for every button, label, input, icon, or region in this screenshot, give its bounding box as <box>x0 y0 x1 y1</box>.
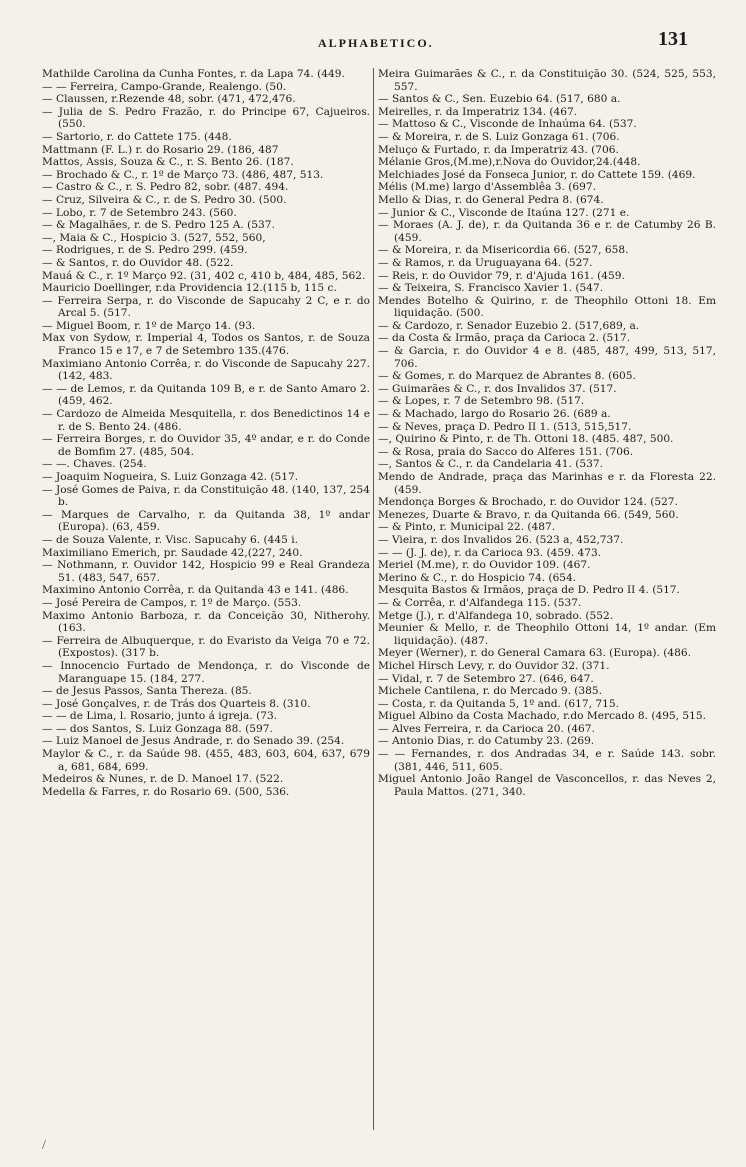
directory-entry: — Nothmann, r. Ouvidor 142, Hospicio 99 e Real Grandeza 51. (483, 547, 657. <box>42 559 370 584</box>
directory-entry: Melchiades José da Fonseca Junior, r. do Cattete 159. (469. <box>378 168 696 181</box>
directory-entry: Mendo de Andrade, praça das Marinhas e r. da Floresta 22. (459. <box>378 471 716 496</box>
directory-entry: Meira Guimarães & C., r. da Constituição 30. (524, 525, 553, 557. <box>378 68 716 93</box>
directory-entry: — — de Lima, l. Rosario, junto á igreja. (73. <box>42 710 278 723</box>
directory-entry: Medella & Farres, r. do Rosario 69. (500, 536. <box>42 785 290 798</box>
directory-entry: — Moraes (A. J. de), r. da Quitanda 36 e r. de Catumby 26 B. (459. <box>378 219 716 244</box>
right-column <box>378 68 716 1133</box>
directory-entry: — & Santos, r. do Ouvidor 48. (522. <box>42 256 234 269</box>
directory-entry: — Mattoso & C., Visconde de Inhaúma 64. (537. <box>378 118 637 131</box>
directory-entry: Merino & C., r. do Hospicio 74. (654. <box>378 571 577 584</box>
directory-entry: — Antonio Dias, r. do Catumby 23. (269. <box>378 735 595 748</box>
directory-entry: Maximiliano Emerich, pr. Saudade 42,(227, 240. <box>42 546 303 559</box>
directory-entry: — Joaquim Nogueira, S. Luiz Gonzaga 42. (517. <box>42 471 299 483</box>
directory-entry: — — de Lemos, r. da Quitanda 109 B, e r. de Santo Amaro 2. (459, 462. <box>42 382 370 408</box>
directory-entry: — & Neves, praça D. Pedro II 1. (513, 515,517. <box>378 420 632 433</box>
directory-entry: Meirelles, r. da Imperatriz 134. (467. <box>378 105 578 118</box>
directory-entry: — & Moreira, r. da Misericordia 66. (527, 658. <box>378 244 629 257</box>
directory-entry: — Marques de Carvalho, r. da Quitanda 38, 1º andar (Europa). (63, 459. <box>42 508 370 534</box>
directory-entry: Mauá & C., r. 1º Março 92. (31, 402 c, 410 b, 484, 485, 562. <box>42 269 366 282</box>
directory-entry: Maximo Antonio Barboza, r. da Conceição 30, Nitherohy. (163. <box>42 609 370 635</box>
directory-entry: — & Ramos, r. da Uruguayana 64. (527. <box>378 256 593 269</box>
directory-entry: Mattmann (F. L.) r. do Rosario 29. (186, 487 <box>42 143 279 156</box>
directory-entry: — — Fernandes, r. dos Andradas 34, e r. Saúde 143. sobr. (381, 446, 511, 605. <box>378 748 716 773</box>
directory-entry: —, Quirino & Pinto, r. de Th. Ottoni 18. (485. 487, 500. <box>378 433 674 446</box>
directory-entry: Meluço & Furtado, r. da Imperatriz 43. (706. <box>378 143 619 156</box>
directory-entry: — & Garcia, r. do Ouvidor 4 e 8. (485, 487, 499, 513, 517, 706. <box>378 345 716 370</box>
directory-entry: Mesquita Bastos & Irmãos, praça de D. Pedro II 4. (517. <box>378 584 680 597</box>
directory-entry: — & Teixeira, S. Francisco Xavier 1. (547. <box>378 282 604 295</box>
directory-entry: Miguel Antonio João Rangel de Vasconcellos, r. das Neves 2, Paula Mattos. (271, 340. <box>378 773 716 798</box>
directory-entry: — Castro & C., r. S. Pedro 82, sobr. (487. 494. <box>42 181 289 194</box>
directory-entry: Meriel (M.me), r. do Ouvidor 109. (467. <box>378 559 591 572</box>
directory-entry: — & Pinto, r. Municipal 22. (487. <box>378 521 556 534</box>
directory-entry: — Miguel Boom, r. 1º de Março 14. (93. <box>42 319 256 332</box>
directory-entry: — — Ferreira, Campo-Grande, Realengo. (50. <box>42 80 287 93</box>
directory-entry: — Junior & C., Visconde de Itaúna 127. (271 e. <box>378 206 630 219</box>
directory-entry: Mélanie Gros,(M.me),r.Nova do Ouvidor,24.(448. <box>378 156 641 169</box>
directory-entry: — Vieira, r. dos Invalidos 26. (523 a, 452,737. <box>378 533 624 546</box>
page-title: ALPHABETICO. <box>318 36 434 50</box>
directory-entry: —, Maia & C., Hospicio 3. (527, 552, 560, <box>42 231 266 244</box>
directory-entry: Mélis (M.me) largo d'Assemblêa 3. (697. <box>378 181 597 194</box>
directory-entry: — Julia de S. Pedro Frazão, r. do Principe 67, Cajueiros. (550. <box>42 105 370 131</box>
directory-entry: — & Magalhães, r. de S. Pedro 125 A. (537. <box>42 219 275 232</box>
directory-entry: Meyer (Werner), r. do General Camara 63. (Europa). (486. <box>378 647 692 660</box>
directory-entry: — Lobo, r. 7 de Setembro 243. (560. <box>42 206 237 219</box>
column-divider <box>373 68 374 1130</box>
directory-entry: — Santos & C., Sen. Euzebio 64. (517, 680 a. <box>378 93 621 106</box>
directory-entry: — & Moreira, r. de S. Luiz Gonzaga 61. (706. <box>378 130 620 143</box>
directory-entry: — & Corrêa, r. d'Alfandega 115. (537. <box>378 596 582 609</box>
directory-entry: Mendes Botelho & Quirino, r. de Theophilo Ottoni 18. Em liquidação. (500. <box>378 294 716 320</box>
directory-entry: — Claussen, r.Rezende 48, sobr. (471, 472,476. <box>42 93 296 106</box>
directory-entry: — & Machado, largo do Rosario 26. (689 a. <box>378 408 611 421</box>
directory-entry: Mendonça Borges & Brochado, r. do Ouvidor 124. (527. <box>378 496 678 509</box>
directory-entry: — José Pereira de Campos, r. 1º de Março. (553. <box>42 596 302 609</box>
directory-entry: — Costa, r. da Quitanda 5, 1º and. (617, 715. <box>378 697 619 710</box>
directory-entry: — & Rosa, praia do Sacco do Alferes 151. (706. <box>378 445 634 458</box>
directory-entry: — Cruz, Silveira & C., r. de S. Pedro 30. (500. <box>42 193 287 206</box>
left-column <box>42 68 370 1133</box>
directory-entry: Michele Cantilena, r. do Mercado 9. (385. <box>378 685 603 698</box>
directory-entry: —, Santos & C., r. da Candelaria 41. (537. <box>378 458 603 471</box>
directory-entry: — Alves Ferreira, r. da Carioca 20. (467. <box>378 722 595 735</box>
directory-entry: — Luiz Manoel de Jesus Andrade, r. do Senado 39. (254. <box>42 735 345 748</box>
directory-entry: Miguel Albino da Costa Machado, r.do Mercado 8. (495, 515. <box>378 710 706 723</box>
directory-entry: — Rodrigues, r. de S. Pedro 299. (459. <box>42 244 248 257</box>
directory-entry: — — dos Santos, S. Luiz Gonzaga 88. (597. <box>42 722 273 735</box>
directory-entry: — Ferreira Serpa, r. do Visconde de Sapucahy 2 C, e r. do Arcal 5. (517. <box>42 294 370 320</box>
margin-mark: / <box>42 1138 46 1153</box>
directory-entry: — José Gonçalves, r. de Trás dos Quarteis 8. (310. <box>42 697 311 710</box>
directory-entry: — Ferreira Borges, r. do Ouvidor 35, 4º andar, e r. do Conde de Bomfim 27. (485, 504. <box>42 433 370 458</box>
directory-entry: — — (J. J. de), r. da Carioca 93. (459. 473. <box>378 546 602 559</box>
directory-entry: — Reis, r. do Ouvidor 79, r. d'Ajuda 161. (459. <box>378 269 625 282</box>
directory-entry: — Brochado & C., r. 1º de Março 73. (486, 487, 513. <box>42 168 324 181</box>
directory-entry: Mello & Dias, r. do General Pedra 8. (674. <box>378 193 604 206</box>
directory-entry: Meunier & Mello, r. de Theophilo Ottoni 14, 1º andar. (Em liquidação). (487. <box>378 622 716 647</box>
directory-entry: — & Lopes, r. 7 de Setembro 98. (517. <box>378 395 585 408</box>
directory-entry: — da Costa & Irmão, praça da Carioca 2. (517. <box>378 332 631 345</box>
directory-entry: — & Gomes, r. do Marquez de Abrantes 8. (605. <box>378 370 636 383</box>
directory-entry: — Guimarães & C., r. dos Invalidos 37. (517. <box>378 382 617 395</box>
directory-entry: Menezes, Duarte & Bravo, r. da Quitanda 66. (549, 560. <box>378 508 679 521</box>
directory-entry: Michel Hirsch Levy, r. do Ouvidor 32. (371. <box>378 659 610 672</box>
directory-entry: — —. Chaves. (254. <box>42 458 147 471</box>
directory-entry: Metge (J.), r. d'Alfandega 10, sobrado. (552. <box>378 609 614 622</box>
directory-entry: Mauricio Doellinger, r.da Providencia 12.(115 b, 115 c. <box>42 282 337 295</box>
directory-entry: — Vidal, r. 7 de Setembro 27. (646, 647. <box>378 672 594 685</box>
directory-entry: — Sartorio, r. do Cattete 175. (448. <box>42 130 232 143</box>
directory-entry: — Innocencio Furtado de Mendonça, r. do Visconde de Maranguape 15. (184, 277. <box>42 659 370 685</box>
directory-entry: Max von Sydow, r. Imperial 4, Todos os Santos, r. de Souza Franco 15 e 17, e 7 de Setembro 135.(476. <box>42 332 370 358</box>
directory-entry: Maylor & C., r. da Saúde 98. (455, 483, 603, 604, 637, 679 a, 681, 684, 699. <box>42 748 370 773</box>
directory-entry: — Cardozo de Almeida Mesquitella, r. dos Benedictinos 14 e r. de S. Bento 24. (486. <box>42 408 370 433</box>
directory-entry: — de Souza Valente, r. Visc. Sapucahy 6. (445 i. <box>42 533 298 546</box>
directory-entry: Maximiano Antonio Corrêa, r. do Visconde de Sapucahy 227. (142, 483. <box>42 357 370 383</box>
page-header <box>0 28 746 58</box>
directory-entry: — José Gomes de Paiva, r. da Constituição 48. (140, 137, 254 b. <box>42 483 370 509</box>
directory-entry: Maximino Antonio Corrêa, r. da Quitanda 43 e 141. (486. <box>42 584 349 597</box>
directory-entry: Medeiros & Nunes, r. de D. Manoel 17. (522. <box>42 773 284 786</box>
directory-entry: Mathilde Carolina da Cunha Fontes, r. da Lapa 74. (449. <box>42 68 345 80</box>
page-number: 131 <box>658 28 688 50</box>
directory-entry: — de Jesus Passos, Santa Thereza. (85. <box>42 685 252 698</box>
directory-entry: — Ferreira de Albuquerque, r. do Evaristo da Veiga 70 e 72. (Expostos). (317 b. <box>42 634 370 660</box>
directory-entry: — & Cardozo, r. Senador Euzebio 2. (517,689, a. <box>378 319 640 332</box>
directory-entry: Mattos, Assis, Souza & C., r. S. Bento 26. (187. <box>42 156 294 169</box>
